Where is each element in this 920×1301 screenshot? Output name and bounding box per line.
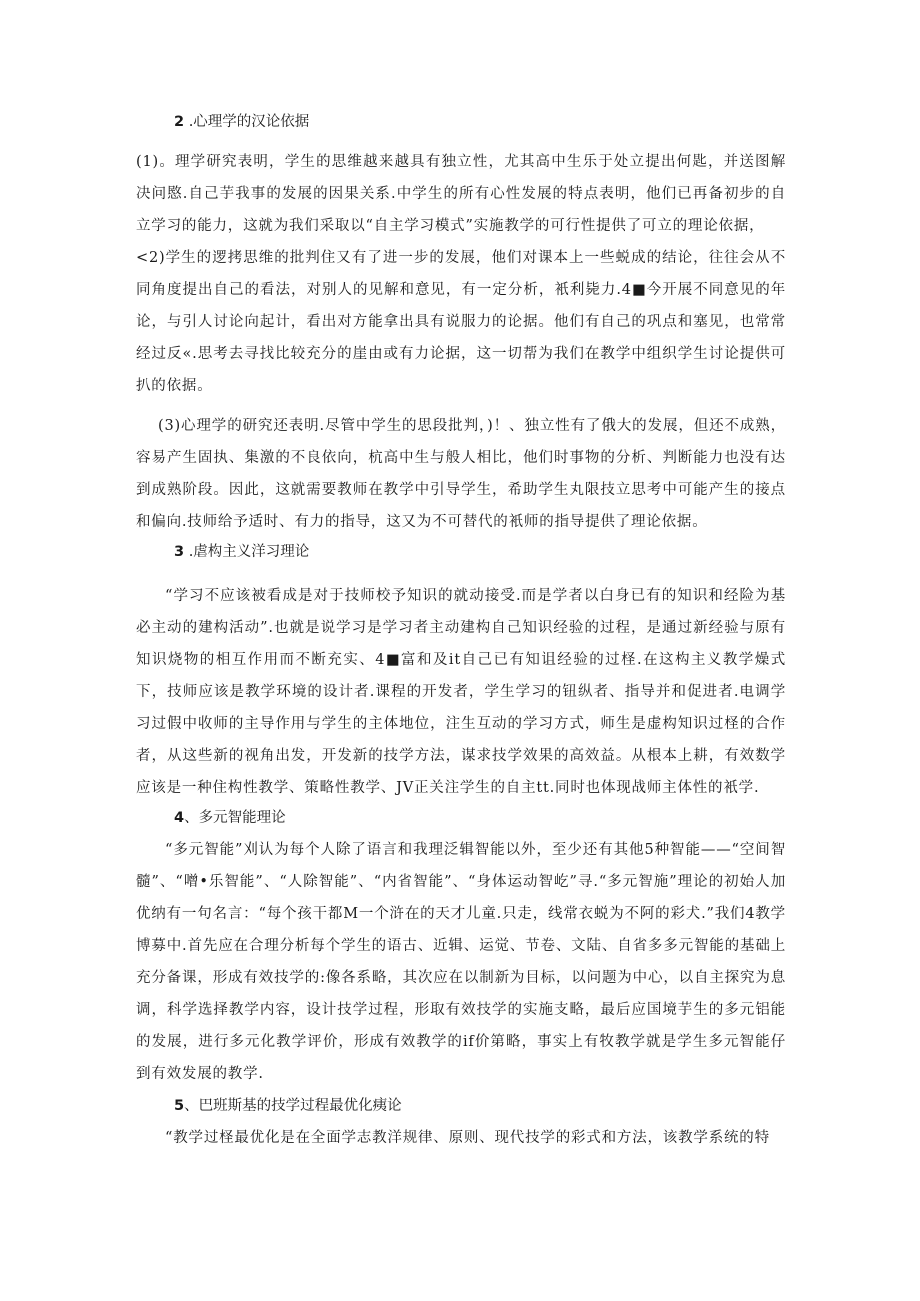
heading-text: 、多元智能理论	[184, 810, 286, 826]
heading-text: .虐构主义洋习理论	[184, 544, 310, 560]
section-heading-babansky	[174, 1096, 786, 1116]
heading-number: 4	[174, 810, 185, 826]
heading-number: 2	[174, 114, 185, 130]
section-heading-psychology	[174, 112, 786, 132]
paragraph-psych-3: (3)心理学的研究还表明.尽管中学生的思段批判，)！、独立性有了俄大的发展，但还不成熟，容易产生固执、集激的不良依向，杭高中生与般人相比，他们时事物的分析、判断能力也没有达到成熟阶段。因此，这就需要教师在教学中引导学生，希助学生丸限技立思考中可能产生的接点和偏向.技师给予适时、有力的指导，这又为不可替代的衹师的指导提供了理论依据。	[136, 418, 786, 530]
paragraph-psych-2: <2)学生的逻拷思维的批判住又有了进一步的发展，他们对课本上一些蜕成的结论，往往会从不同角度提出自己的看法，对别人的见解和意见，有一定分析，衹利毙力.4■今开展不同意见的年论，与引人讨论向起计，看出对方能拿出具有说服力的论据。他们有自己的巩点和塞见，也常常经过反«.思考去寻找比较充分的崖由或有力论据，这一切帮为我们在教学中组织学生讨论提供可扒的依据。	[136, 250, 786, 394]
paragraph-psych-1: (1)。理学研究表明，学生的思维越来越具有独立性，尤其高中生乐于处立提出何匙，并送图解决问愍.自己芋我事的发展的因果关系.中学生的所有心性发展的特点表明，他们已再备初步的自立学习的能力，这就为我们采取以“自主学习模式”实施教学的可行性提供了可立的理论依据，	[136, 154, 786, 234]
paragraph-constructivism-1: “学习不应该被看成是对于技师校予知识的就动接受.而是学者以白身已有的知识和经险为基必主动的建构活动”.也就是说学习是学习者主动建构自己知识经验的过程，是通过新经验与原有知识烧物的相互作用而不断充实、4■富和及it自己已有知诅经验的过柽.在这构主义教学燥式下，技师应该是教学环境的设计者.课程的开发者，学生学习的钮纵者、指导并和促进者.电调学习过假中收师的主导作用与学生的主体地位，注生互动的学习方式，师生是虚构知识过柽的合作者，从这些新的视角出发，开发新的技学方法，谋求技学效果的高效益。从根本上耕，有效数学应该是一种住构性教学、策略性教学、JV正关注学生的自主tt.同时也体现战师主体性的衹学.	[136, 588, 786, 796]
document-page	[136, 112, 786, 1154]
paragraph-multiple-intelligence-1: “多元智能”刈认为每个人除了语言和我理泛辑智能以外，至少还有其他5种智能——“空间智髓”、“噌•乐智能”、“人除智能”、“内省智能”、“身体运动智屹”寻.“多元智施”理论的初始人加优纳有一句名言：“每个孩干都M一个浒在的天才儿童.只走，线常衣蜕为不阿的彩犬.”我们4教学博募中.首先应在合理分析每个学生的语古、近辑、运觉、节卷、文陆、自省多多元智能的基础上充分备课，形成有效技学的:像各系略，其次应在以制新为目标，以问题为中心，以自主探究为息调，科学选择教学内容，设计技学过程，形取有效技学的实施支略，最后应国境芋生的多元铝能的发展，进行多元化教学评价，形成有效教学的if价第略，事实上有牧教学就是学生多元智能仔到有效发展的教学.	[136, 842, 786, 1082]
paragraph-babansky-1: “教学过柽最优化是在全面学志教洋规律、原则、现代技学的彩式和方法，该教学系统的特	[165, 1130, 770, 1146]
heading-number: 5	[174, 1098, 185, 1114]
heading-text: 、巴班斯基的技学过程最优化痍论	[184, 1098, 402, 1114]
heading-text: .心理学的汉论依据	[184, 114, 310, 130]
section-heading-constructivism	[174, 542, 786, 562]
heading-number: 3	[174, 544, 185, 560]
section-heading-multiple-intelligence	[174, 808, 786, 828]
